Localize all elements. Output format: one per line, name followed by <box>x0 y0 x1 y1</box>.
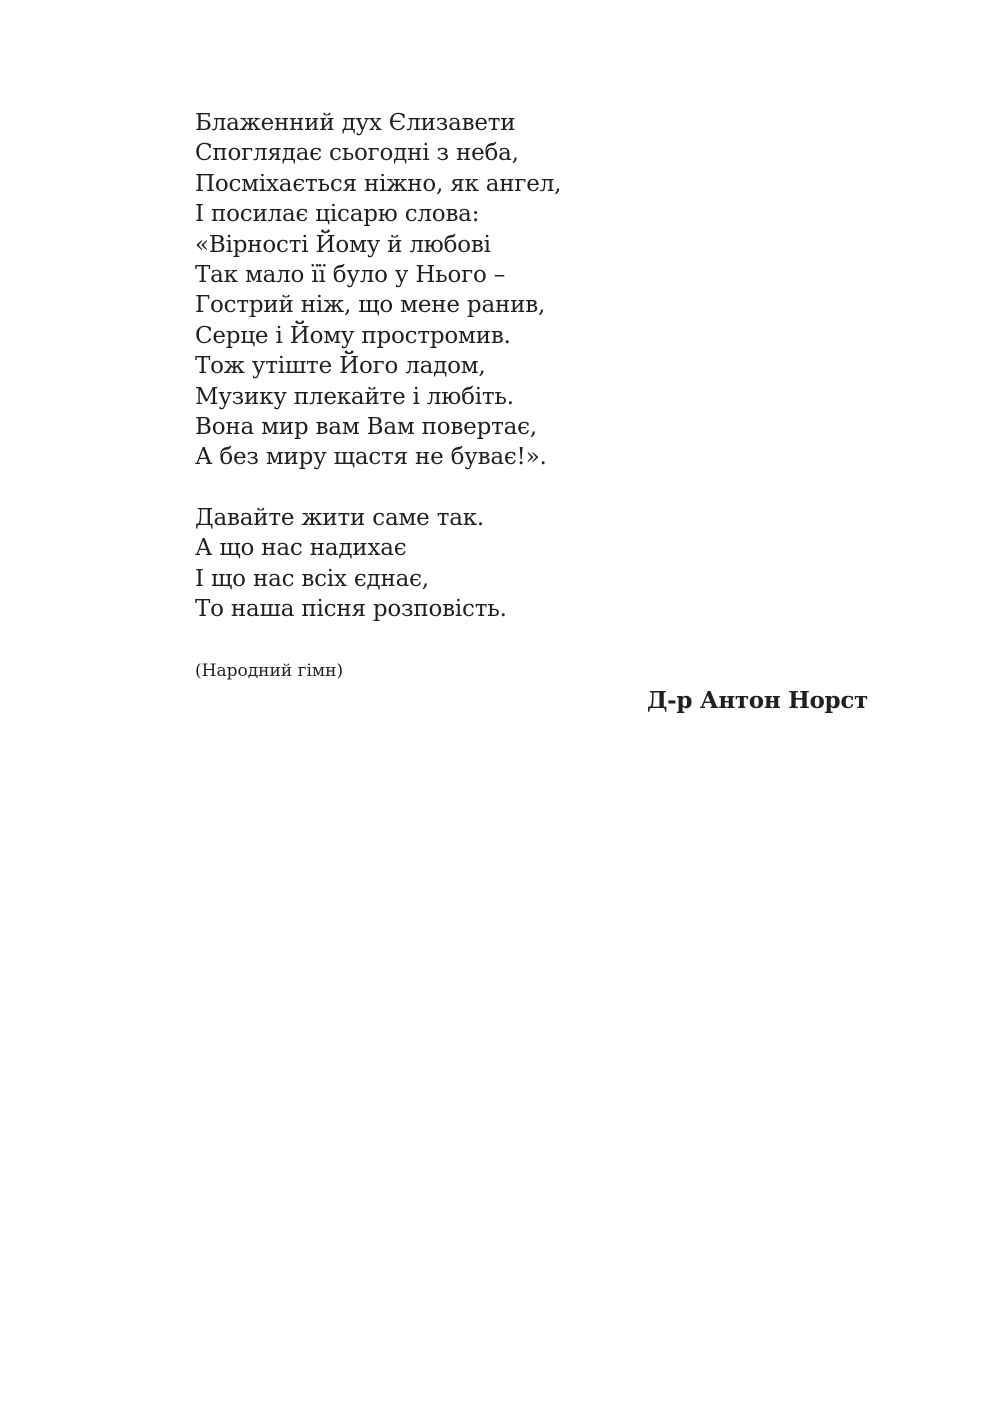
poem-stanza-2 <box>195 503 507 625</box>
author-signature: Д-р Антон Норст <box>647 687 868 714</box>
poem-line: «Вірності Йому й любові <box>195 231 491 258</box>
poem-line: Музику плекайте і любіть. <box>195 383 514 410</box>
poem-line: Давайте жити саме так. <box>195 505 485 531</box>
poem-line: Споглядає сьогодні з неба, <box>195 140 519 167</box>
poem-line: Серце і Йому простромив. <box>195 322 511 349</box>
poem-line: Гострий ніж, що мене ранив, <box>195 292 546 319</box>
poem-line: І посилає цісарю слова: <box>195 201 480 228</box>
poem-line: Тож утіште Його ладом, <box>195 353 486 380</box>
poem-line: Посміхається ніжно, як ангел, <box>195 170 562 197</box>
poem-line: Блаженний дух Єлизавети <box>195 110 516 136</box>
poem-line: А що нас надихає <box>195 535 407 562</box>
poem-line: Вона мир вам Вам повертає, <box>195 414 537 441</box>
poem-line: І що нас всіх єднає, <box>195 565 429 592</box>
poem-stanza-1 <box>195 108 561 473</box>
poem-line: Так мало її було у Нього – <box>195 262 506 289</box>
poem-line: А без миру щастя не буває!». <box>195 444 547 471</box>
poem-line: То наша пісня розповість. <box>195 596 507 623</box>
source-note: (Народний гімн) <box>195 661 344 681</box>
